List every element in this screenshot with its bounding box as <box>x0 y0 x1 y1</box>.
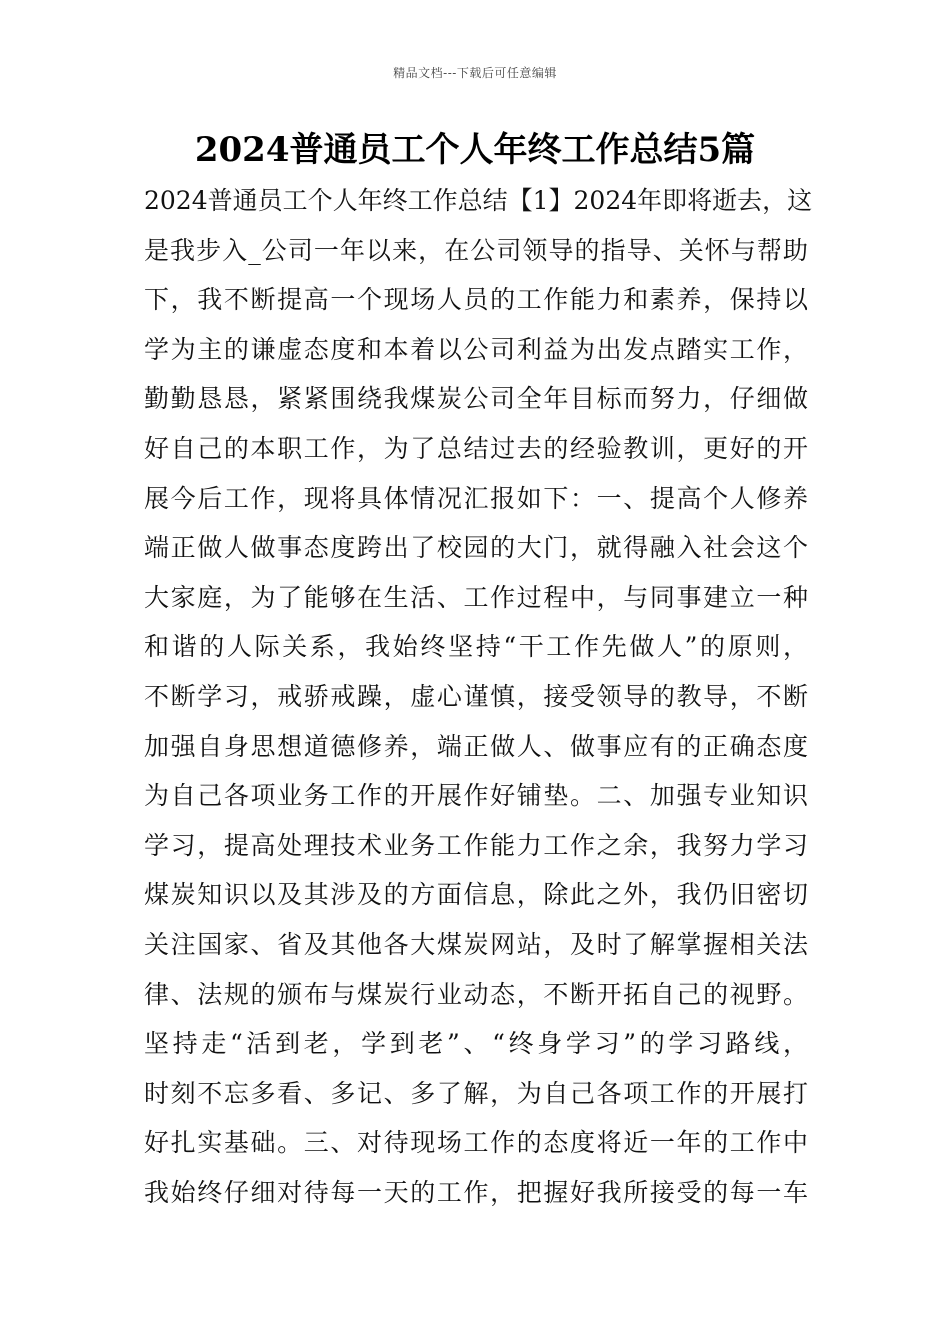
body-line: 展今后工作，现将具体情况汇报如下：一、提高个人修养 <box>144 483 808 513</box>
body-line: 好自己的本职工作，为了总结过去的经验教训，更好的开 <box>144 433 808 463</box>
body-line: 不断学习，戒骄戒躁，虚心谨慎，接受领导的教导，不断 <box>144 681 808 711</box>
document-title: 2024普通员工个人年终工作总结5篇 <box>194 130 756 170</box>
body-line: 煤炭知识以及其涉及的方面信息，除此之外，我仍旧密切 <box>144 880 808 910</box>
body-line: 是我步入_公司一年以来，在公司领导的指导、关怀与帮助 <box>144 235 808 265</box>
body-line: 学习，提高处理技术业务工作能力工作之余，我努力学习 <box>144 830 808 860</box>
body-line: 勤勤恳恳，紧紧围绕我煤炭公司全年目标而努力，仔细做 <box>144 384 808 414</box>
body-line: 大家庭，为了能够在生活、工作过程中，与同事建立一种 <box>144 582 808 612</box>
body-line: 为自己各项业务工作的开展作好铺垫。二、加强专业知识 <box>144 781 808 811</box>
body-line: 端正做人做事态度跨出了校园的大门，就得融入社会这个 <box>144 533 808 563</box>
body-line: 加强自身思想道德修养，端正做人、做事应有的正确态度 <box>144 731 808 761</box>
body-line: 坚持走“活到老，学到老”、“终身学习”的学习路线， <box>144 1029 808 1059</box>
body-line: 我始终仔细对待每一天的工作，把握好我所接受的每一车 <box>144 1177 808 1207</box>
body-line: 律、法规的颁布与煤炭行业动态，不断开拓自己的视野。 <box>144 979 808 1009</box>
body-line: 下，我不断提高一个现场人员的工作能力和素养，保持以 <box>144 285 808 315</box>
header-note: 精品文档---下载后可任意编辑 <box>393 66 557 80</box>
body-line: 学为主的谦虚态度和本着以公司利益为出发点踏实工作， <box>144 334 808 364</box>
body-line: 2024普通员工个人年终工作总结【1】2024年即将逝去，这 <box>144 186 813 215</box>
body-line: 好扎实基础。三、对待现场工作的态度将近一年的工作中 <box>144 1128 808 1158</box>
body-line: 关注国家、省及其他各大煤炭网站，及时了解掌握相关法 <box>144 929 808 959</box>
body-line: 时刻不忘多看、多记、多了解，为自己各项工作的开展打 <box>144 1078 808 1108</box>
body-line: 和谐的人际关系，我始终坚持“干工作先做人”的原则， <box>144 632 808 662</box>
document-body <box>144 176 813 1217</box>
